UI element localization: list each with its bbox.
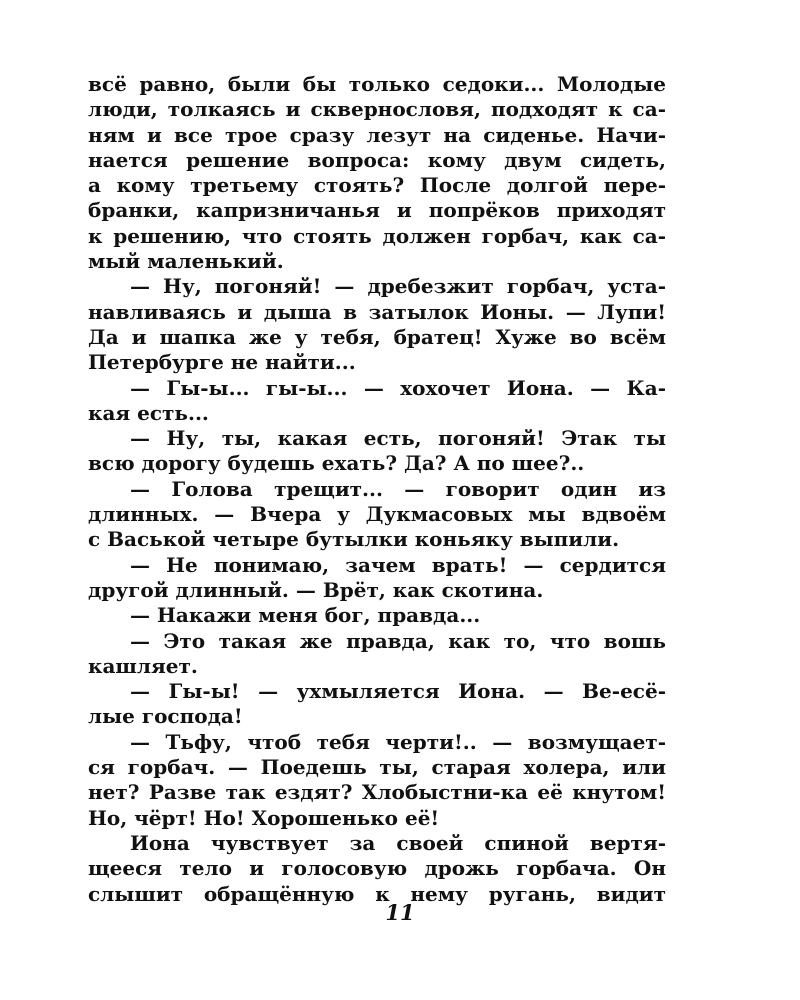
text-line: — Ну, ты, какая есть, погоняй! Этак ты — [130, 426, 666, 451]
text-line: бранки, капризничанья и попрёков приходят — [88, 198, 666, 223]
text-line: ням и все трое сразу лезут на сиденье. Начи- — [88, 122, 666, 147]
book-page-text — [88, 72, 666, 907]
page-number: 11 — [385, 900, 415, 925]
text-line: навливаясь и дыша в затылок Ионы. — Лупи! — [88, 299, 666, 324]
text-line: нается решение вопроса: кому двум сидеть, — [88, 147, 666, 172]
text-line: ся горбач. — Поедешь ты, старая холера, или — [88, 755, 666, 780]
text-line: всё равно, были бы только седоки... Молодые — [88, 72, 666, 96]
text-line: Да и шапка же у тебя, братец! Хуже во всём — [88, 324, 666, 349]
text-line: — Это такая же правда, как то, что вошь — [130, 628, 666, 653]
text-line: Но, чёрт! Но! Хорошенько её! — [88, 805, 440, 830]
text-line: кашляет. — [88, 653, 198, 678]
text-line: всю дорогу будешь ехать? Да? А по шее?.. — [88, 451, 585, 476]
text-line: с Васькой четыре бутылки коньяку выпили. — [88, 527, 620, 552]
text-line: люди, толкаясь и сквернословя, подходят к са- — [88, 97, 666, 122]
text-line: — Гы-ы! — ухмыляется Иона. — Ве-есё- — [130, 679, 666, 704]
text-line: кая есть... — [88, 400, 209, 425]
text-line: нет? Разве так ездят? Хлобыстни-ка её кнутом! — [88, 780, 666, 805]
text-line: — Ну, погоняй! — дребезжит горбач, уста- — [130, 274, 666, 299]
text-line: — Тьфу, чтоб тебя черти!.. — возмущает- — [130, 729, 666, 754]
text-line: — Накажи меня бог, правда... — [130, 603, 481, 628]
text-line: слышит обращённую к нему ругань, видит — [88, 881, 666, 906]
text-line: Иона чувствует за своей спиной вертя- — [130, 830, 666, 855]
text-line: Петербурге не найти... — [88, 350, 356, 375]
text-line: длинных. — Вчера у Дукмасовых мы вдвоём — [88, 502, 666, 527]
text-line: к решению, что стоять должен горбач, как са- — [88, 223, 666, 248]
text-line: другой длинный. — Врёт, как скотина. — [88, 577, 544, 602]
text-line: — Голова трещит... — говорит один из — [130, 476, 666, 501]
text-line: а кому третьему стоять? После долгой пере- — [88, 173, 666, 198]
text-line: мый маленький. — [88, 249, 284, 274]
text-line: лые господа! — [88, 704, 243, 729]
text-line: щееся тело и голосовую дрожь горбача. Он — [88, 856, 666, 881]
text-line: — Не понимаю, зачем врать! — сердится — [130, 552, 666, 577]
text-line: — Гы-ы... гы-ы... — хохочет Иона. — Ка- — [130, 375, 666, 400]
